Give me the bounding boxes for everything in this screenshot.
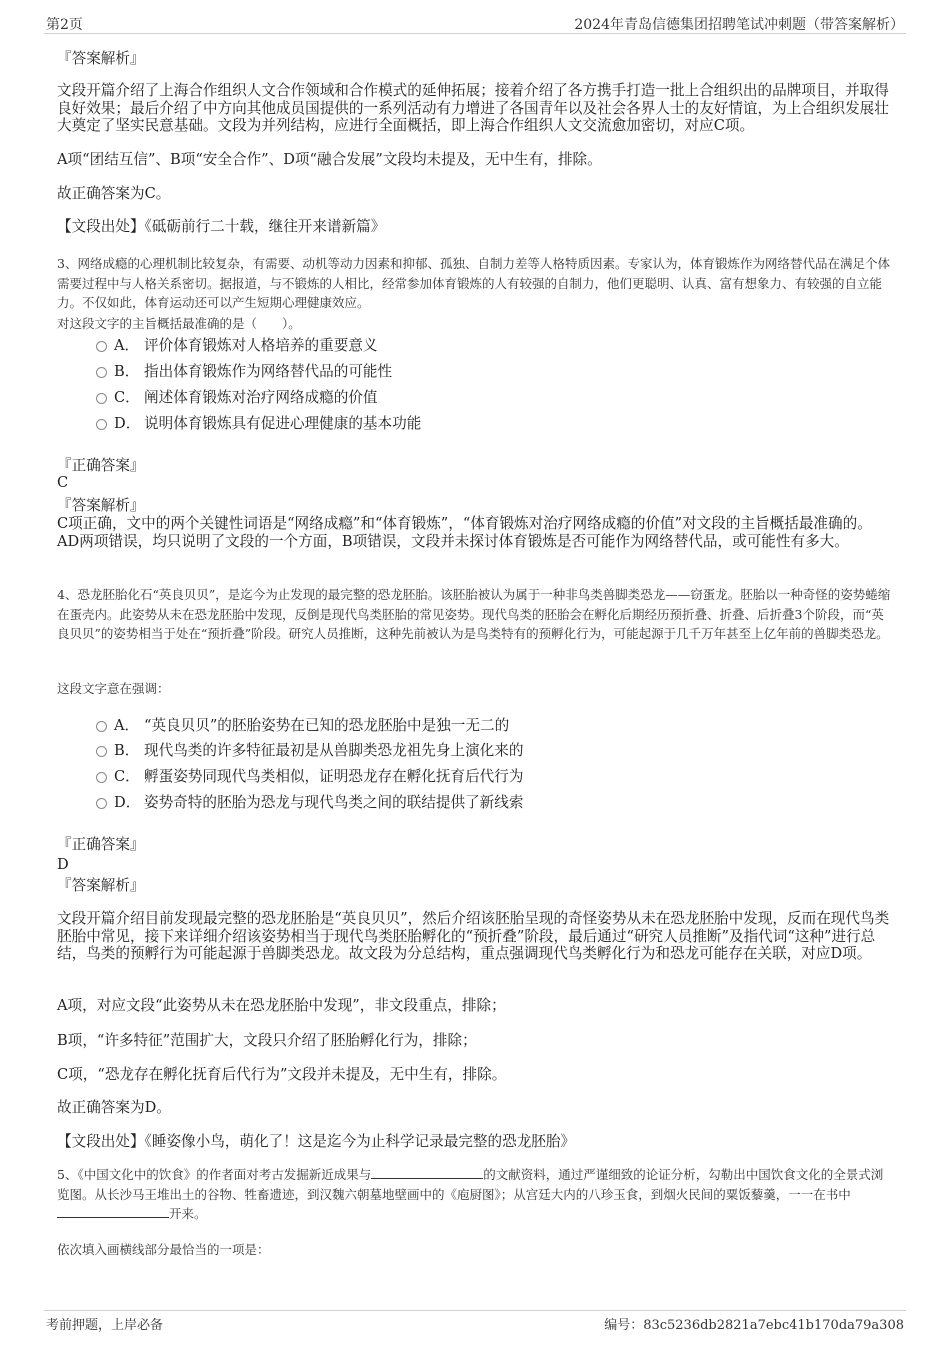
option-text: 阐述体育锻炼对治疗网络成瘾的价值 xyxy=(144,389,378,406)
option-letter: B． xyxy=(114,742,140,759)
footer-divider xyxy=(44,1310,906,1311)
radio-button-icon[interactable] xyxy=(96,367,107,378)
option-text: 评价体育锻炼对人格培养的重要意义 xyxy=(144,337,378,354)
document-title: 2024年青岛信德集团招聘笔试冲刺题（带答案解析） xyxy=(574,17,904,33)
radio-button-icon[interactable] xyxy=(96,798,107,809)
option-text: 姿势奇特的胚胎为恐龙与现代鸟类之间的联结提供了新线索 xyxy=(144,794,524,811)
option-text: 现代鸟类的许多特征最初是从兽脚类恐龙祖先身上演化来的 xyxy=(144,742,524,759)
option-letter: D． xyxy=(114,415,141,432)
option-text: 说明体育锻炼具有促进心理健康的基本功能 xyxy=(144,415,422,432)
q3-stem: 3、网络成瘾的心理机制比较复杂，有需要、动机等动力因素和抑郁、孤独、自制力差等人格特质因素。专家认为，体育锻炼作为网络替代品在满足个体需要过程中与人格关系密切。据报道，与不锻炼的人相比，经常参加体育锻炼的人有较强的自制力，他们更聪明、认真、富有想象力、有较强的自立能力。不仅如此，体育运动还可以产生短期心理健康效应。 xyxy=(57,256,890,310)
option-letter: A． xyxy=(114,717,140,734)
option-letter: C． xyxy=(114,768,140,785)
option-text: 孵蛋姿势同现代鸟类相似，证明恐龙存在孵化抚育后代行为 xyxy=(144,768,524,785)
q4-jiexi-option-a: A项，对应文段“此姿势从未在恐龙胚胎中发现”，非文段重点，排除； xyxy=(57,997,506,1014)
q4-jiexi-label: 『答案解析』 xyxy=(57,877,145,894)
q3-jiexi: C项正确，文中的两个关键性词语是“网络成瘾”和“体育锻炼”，“体育锻炼对治疗网络成瘾的价值”对文段的主旨概括最准确的。AD两项错误，均只说明了文段的一个方面，B项错误，文段并未探讨体育锻炼是否可能作为网络替代品，或可能性有多大。 xyxy=(57,515,872,550)
q2-jiexi-elimination: A项“团结互信”、B项“安全合作”、D项“融合发展”文段均未提及，无中生有，排除。 xyxy=(57,151,602,168)
q3-answer-label: 『正确答案』 xyxy=(57,457,145,474)
q5-question: 依次填入画横线部分最恰当的一项是： xyxy=(57,1242,270,1257)
radio-button-icon[interactable] xyxy=(96,721,107,732)
option-text: “英良贝贝”的胚胎姿势在已知的恐龙胚胎中是独一无二的 xyxy=(144,717,510,734)
q4-jiexi-paragraph: 文段开篇介绍目前发现最完整的恐龙胚胎是“英良贝贝”，然后介绍该胚胎呈现的奇怪姿势从未在恐龙胚胎中发现，反而在现代鸟类胚胎中常见，接下来详细介绍该姿势相当于现代鸟类胚胎孵化的“预折叠”阶段，最后通过“研究人员推断”及指代词“这种”进行总结，鸟类的预孵行为可能起源于兽脚类恐龙。故文段为分总结构，重点强调现代鸟类孵化行为和恐龙可能存在关联，对应D项。 xyxy=(57,910,890,962)
q4-question: 这段文字意在强调： xyxy=(57,681,170,696)
header-divider xyxy=(44,33,906,34)
q2-jiexi-paragraph: 文段开篇介绍了上海合作组织人文合作领域和合作模式的延伸拓展；接着介绍了各方携手打造一批上合组织出的品牌项目，并取得良好效果；最后介绍了中方向其他成员国提供的一系列活动有力增进了各国青年以及社会各界人士的友好情谊，为上合组织发展壮大奠定了坚实民意基础。文段为并列结构，应进行全面概括，即上海合作组织人文交流愈加密切，对应C项。 xyxy=(57,82,889,134)
blank-line-2 xyxy=(57,1205,169,1218)
radio-button-icon[interactable] xyxy=(96,341,107,352)
q2-correct-answer: 故正确答案为C。 xyxy=(57,185,171,202)
option-letter: B． xyxy=(114,363,140,380)
q4-source: 【文段出处】《睡姿像小鸟，萌化了！这是迄今为止科学记录最完整的恐龙胚胎》 xyxy=(57,1133,576,1150)
q5-stem-part-3: 开来。 xyxy=(169,1206,207,1221)
option-letter: A． xyxy=(114,337,140,354)
option-letter: D． xyxy=(114,794,141,811)
q5-stem xyxy=(57,1165,892,1224)
q4-jiexi-option-b: B项，“许多特征”范围扩大，文段只介绍了胚胎孵化行为，排除； xyxy=(57,1032,477,1049)
q4-stem: 4、恐龙胚胎化石“英良贝贝”，是迄今为止发现的最完整的恐龙胚胎。该胚胎被认为属于一种非鸟类兽脚类恐龙——窃蛋龙。胚胎以一种奇怪的姿势蜷缩在蛋壳内。此姿势从未在恐龙胚胎中发现，反倒是现代鸟类胚胎的常见姿势。现代鸟类的胚胎会在孵化后期经历预折叠、折叠、后折叠3个阶段，而“英良贝贝”的姿势相当于处在“预折叠”阶段。研究人员推断，这种先前被认为是鸟类特有的预孵化行为，可能起源于几千万年甚至上亿年前的兽脚类恐龙。 xyxy=(57,587,891,641)
option-text: 指出体育锻炼作为网络替代品的可能性 xyxy=(144,363,393,380)
q3-answer: C xyxy=(57,474,69,491)
q4-correct-answer: 故正确答案为D。 xyxy=(57,1099,171,1116)
document-id: 编号：83c5236db2821a7ebc41b170da79a308 xyxy=(604,1318,904,1333)
q3-jiexi-label: 『答案解析』 xyxy=(57,497,145,514)
radio-button-icon[interactable] xyxy=(96,746,107,757)
q5-stem-part-2: 的文献资料，通过严谨细致的论证分析，勾勒出中国饮食文化的全景式浏览图。从长沙马王堆出土的谷物、牲畜遗迹，到汉魏六朝墓地壁画中的《庖厨图》；从宫廷大内的八珍玉食，到烟火民间的粟饭藜羹，一一在书中 xyxy=(57,1167,884,1202)
footer-slogan: 考前押题，上岸必备 xyxy=(46,1318,164,1333)
option-letter: C． xyxy=(114,389,140,406)
q2-source: 【文段出处】《砥砺前行二十载，继往开来谱新篇》 xyxy=(57,218,386,235)
q3-question: 对这段文字的主旨概括最准确的是（ ）。 xyxy=(57,316,301,331)
page-number: 第2页 xyxy=(46,17,83,33)
q4-jiexi-option-c: C项，“恐龙存在孵化抚育后代行为”文段并未提及，无中生有，排除。 xyxy=(57,1066,507,1083)
radio-button-icon[interactable] xyxy=(96,419,107,430)
q2-jiexi-label: 『答案解析』 xyxy=(57,50,145,67)
radio-button-icon[interactable] xyxy=(96,772,107,783)
blank-line-1 xyxy=(371,1166,483,1179)
radio-button-icon[interactable] xyxy=(96,393,107,404)
q4-answer-label: 『正确答案』 xyxy=(57,836,145,853)
q4-answer: D xyxy=(57,856,69,873)
q5-stem-part-1: 5、《中国文化中的饮食》的作者面对考古发掘新近成果与 xyxy=(57,1167,372,1182)
